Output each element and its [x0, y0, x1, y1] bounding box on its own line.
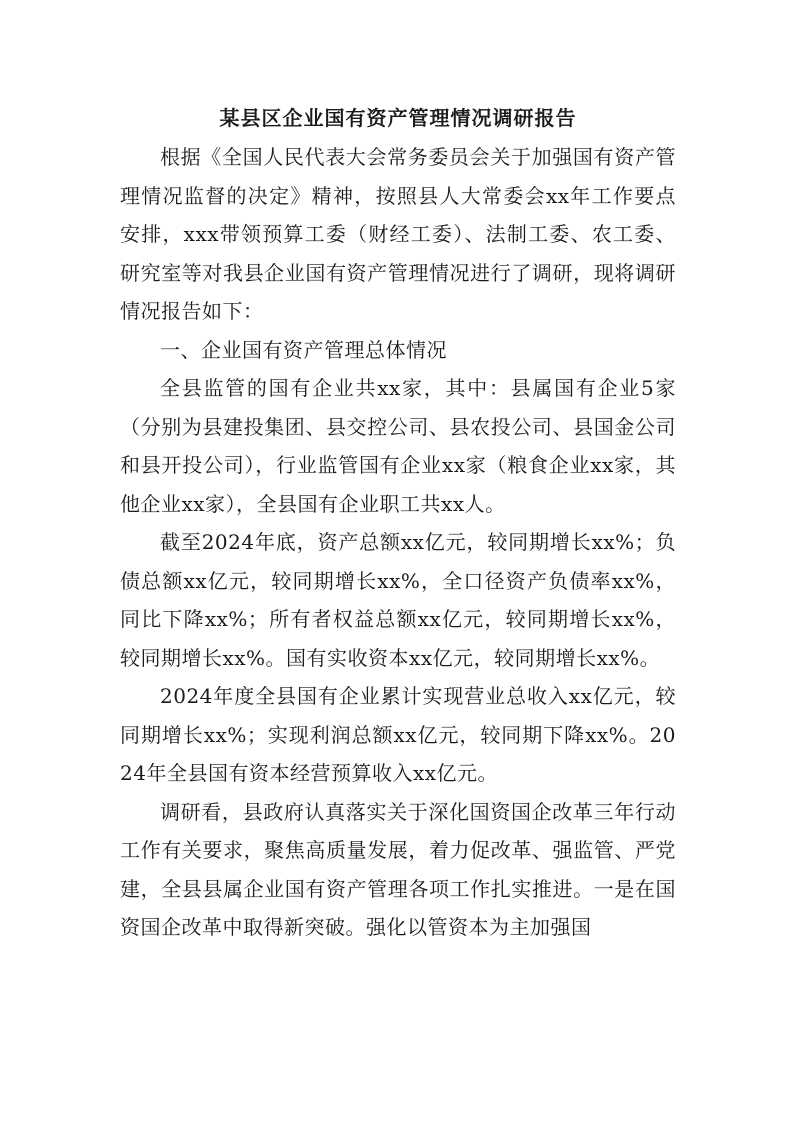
- section-heading-overview: 一、企业国有资产管理总体情况: [160, 337, 447, 362]
- document-page: [120, 98, 676, 947]
- paragraph-revenue: 2024年度全县国有企业累计实现营业总收入xx亿元，较同期增长xx%；实现利润总额xx亿元，较同期下降xx%。2024年全县国有资本经营预算收入xx亿元。: [120, 684, 676, 785]
- paragraph-intro: 根据《全国人民代表大会常务委员会关于加强国有资产管理情况监督的决定》精神，按照县人大常委会xx年工作要点安排，xxx带领预算工委（财经工委）、法制工委、农工委、研究室等对我县企业国有资产管理情况进行了调研，现将调研情况报告如下：: [120, 145, 676, 323]
- document-title: 某县区企业国有资产管理情况调研报告: [219, 106, 577, 130]
- paragraph-enterprise-count: 全县监管的国有企业共xx家，其中：县属国有企业5家（分别为县建投集团、县交控公司、县农投公司、县国金公司和县开投公司），行业监管国有企业xx家（粮食企业xx家，其他企业xx家），全县国有企业职工共xx人。: [120, 376, 676, 516]
- paragraph-assets: 截至2024年底，资产总额xx亿元，较同期增长xx%；负债总额xx亿元，较同期增长xx%，全口径资产负债率xx%，同比下降xx%；所有者权益总额xx亿元，较同期增长xx%，较同期增长xx%。国有实收资本xx亿元，较同期增长xx%。: [120, 530, 676, 670]
- paragraph-findings: 调研看，县政府认真落实关于深化国资国企改革三年行动工作有关要求，聚焦高质量发展，着力促改革、强监管、严党建，全县县属企业国有资产管理各项工作扎实推进。一是在国资国企改革中取得新突破。强化以管资本为主加强国: [120, 799, 676, 939]
